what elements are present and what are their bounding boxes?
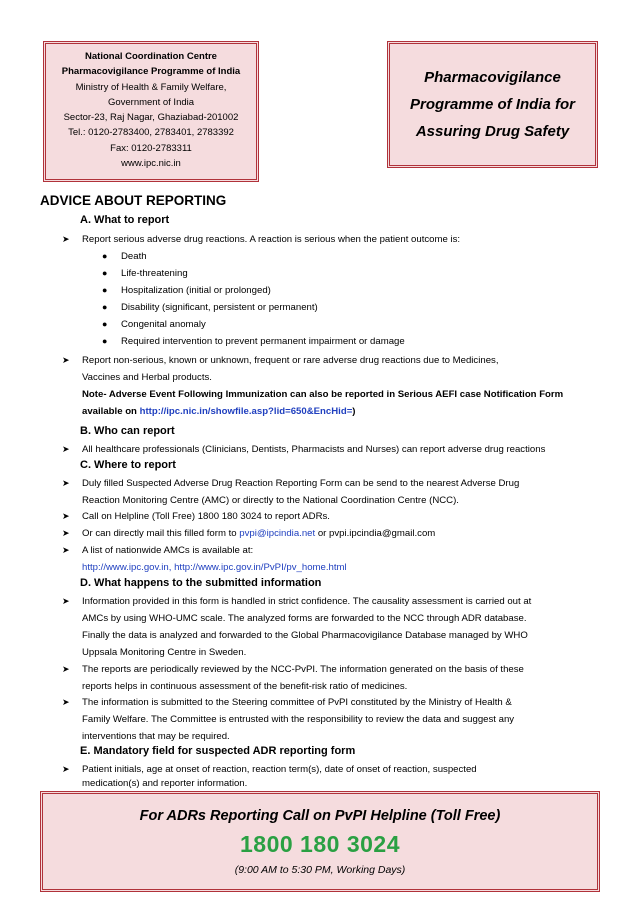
aefi-note-suffix: ) [352, 406, 356, 417]
subitem-congenital: Congenital anomaly [121, 319, 206, 330]
arrow-bullet-icon: ➤ [62, 545, 70, 555]
section-c-bullet2: Call on Helpline (Toll Free) 1800 180 3024 to report ADRs. [82, 511, 330, 522]
org-name: National Coordination Centre [85, 51, 217, 62]
header-address-box [43, 41, 259, 182]
section-c-bullet1-line1: Duly filled Suspected Adverse Drug Reaction Reporting Form can be send to the nearest Adverse Drug [82, 478, 520, 489]
website-line: www.ipc.nic.in [121, 158, 181, 170]
programme-name: Pharmacovigilance Programme of India [61, 66, 241, 78]
subitem-intervention: Required intervention to prevent permanent impairment or damage [121, 336, 405, 347]
arrow-bullet-icon: ➤ [62, 478, 70, 488]
section-c-heading: C. Where to report [80, 459, 176, 471]
section-c-bullet4: A list of nationwide AMCs is available at: [82, 545, 254, 556]
government-line: Government of India [107, 96, 195, 108]
helpline-hours: (9:00 AM to 5:30 PM, Working Days) [234, 864, 406, 876]
section-d-heading: D. What happens to the submitted information [80, 577, 322, 589]
subitem-hospitalization: Hospitalization (initial or prolonged) [121, 285, 271, 296]
section-b-heading: B. Who can report [80, 425, 175, 437]
section-e-heading: E. Mandatory field for suspected ADR reporting form [80, 745, 356, 757]
helpline-caption: For ADRs Reporting Call on PvPI Helpline (Toll Free) [139, 808, 501, 824]
arrow-bullet-icon: ➤ [62, 355, 70, 365]
arrow-bullet-icon: ➤ [62, 596, 70, 606]
header-title-line2: Programme of India for [409, 96, 576, 113]
header-title-box [387, 41, 598, 168]
bullet-dot-icon: ● [102, 285, 108, 295]
section-b-bullet1: All healthcare professionals (Clinicians, Dentists, Pharmacists and Nurses) can report adverse drug reactions [82, 444, 546, 455]
header-title-line1: Pharmacovigilance [424, 69, 561, 86]
helpline-number[interactable]: 1800 180 3024 [240, 831, 400, 857]
section-a-bullet2-line1: Report non-serious, known or unknown, frequent or rare adverse drug reactions due to Medicines, [82, 355, 499, 366]
subitem-life-threatening: Life-threatening [121, 268, 188, 279]
bullet-dot-icon: ● [102, 251, 108, 261]
pvpi-email-link[interactable]: pvpi@ipcindia.net [239, 528, 316, 539]
helpline-footer-box [40, 791, 600, 892]
section-d-bullet1-line3: Finally the data is analyzed and forwarded to the Global Pharmacovigilance Database managed by WHO [82, 630, 528, 641]
section-e-bullet1-line1: Patient initials, age at onset of reaction, reaction term(s), date of onset of reaction, suspected [82, 764, 477, 775]
aefi-form-link[interactable]: http://ipc.nic.in/showfile.asp?lid=650&EncHid= [139, 406, 353, 417]
arrow-bullet-icon: ➤ [62, 764, 70, 774]
bullet-dot-icon: ● [102, 268, 108, 278]
section-d-bullet1-line1: Information provided in this form is handled in strict confidence. The causality assessment is carried out at [82, 596, 532, 607]
section-d-bullet2-line1: The reports are periodically reviewed by the NCC-PvPI. The information generated on the basis of these [82, 664, 524, 675]
address-line: Sector-23, Raj Nagar, Ghaziabad-201002 [63, 112, 239, 124]
section-d-bullet3-line3: interventions that may be required. [82, 731, 230, 742]
section-d-bullet1-line4: Uppsala Monitoring Centre in Sweden. [82, 647, 247, 658]
section-c-bullet3-suffix: or pvpi.ipcindia@gmail.com [315, 528, 436, 539]
aefi-note: Note- Adverse Event Following Immunization can also be reported in Serious AEFI case Notification Form [82, 389, 564, 400]
page-title: ADVICE ABOUT REPORTING [40, 193, 227, 208]
header-title-line3: Assuring Drug Safety [415, 123, 570, 140]
subitem-disability: Disability (significant, persistent or permanent) [121, 302, 318, 313]
section-d-bullet3-line2: Family Welfare. The Committee is entrusted with the responsibility to review the data and suggest any [82, 714, 515, 725]
bullet-dot-icon: ● [102, 302, 108, 312]
section-c-bullet3 [82, 527, 435, 540]
section-d-bullet1-line2: AMCs by using WHO-UMC scale. The analyzed forms are forwarded to the NCC through ADR database. [82, 613, 527, 624]
arrow-bullet-icon: ➤ [62, 511, 70, 521]
arrow-bullet-icon: ➤ [62, 664, 70, 674]
section-e-bullet1-line2: medication(s) and reporter information. [82, 778, 248, 789]
aefi-note-availability [82, 405, 356, 418]
section-a-heading: A. What to report [80, 214, 170, 226]
aefi-note-prefix: available on [82, 406, 140, 417]
bullet-dot-icon: ● [102, 336, 108, 346]
section-d-bullet2-line2: reports helps in continuous assessment of the benefit-risk ratio of medicines. [82, 681, 408, 692]
section-c-bullet3-prefix: Or can directly mail this filled form to [82, 528, 240, 539]
section-d-bullet3-line1: The information is submitted to the Steering committee of PvPI constituted by the Ministry of Health & [82, 697, 512, 708]
telephone-line: Tel.: 0120-2783400, 2783401, 2783392 [68, 127, 234, 139]
amc-list-links[interactable]: http://www.ipc.gov.in, http://www.ipc.gov.in/PvPI/pv_home.html [82, 562, 347, 573]
section-a-bullet2-line2: Vaccines and Herbal products. [82, 372, 212, 383]
arrow-bullet-icon: ➤ [62, 528, 70, 538]
subitem-death: Death [121, 251, 147, 262]
fax-line: Fax: 0120-2783311 [110, 142, 192, 154]
bullet-dot-icon: ● [102, 319, 108, 329]
section-c-bullet1-line2: Reaction Monitoring Centre (AMC) or directly to the National Coordination Centre (NCC). [82, 495, 459, 506]
arrow-bullet-icon: ➤ [62, 697, 70, 707]
arrow-bullet-icon: ➤ [62, 444, 70, 454]
ministry-line: Ministry of Health & Family Welfare, [75, 81, 227, 93]
section-a-bullet1: Report serious adverse drug reactions. A reaction is serious when the patient outcome is: [82, 234, 461, 245]
arrow-bullet-icon: ➤ [62, 234, 70, 244]
